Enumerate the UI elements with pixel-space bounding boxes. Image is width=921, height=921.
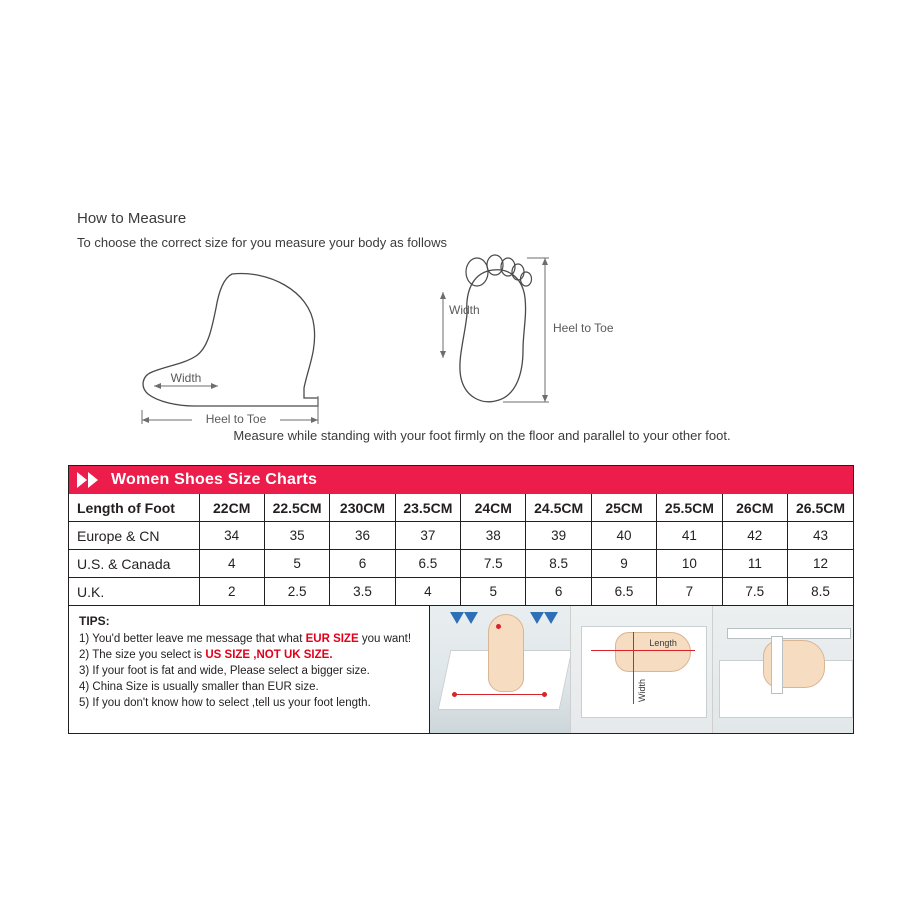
tip-number: 1) [79,633,93,645]
cell: 4 [199,550,264,578]
cell: 3.5 [330,578,395,606]
double-chevron-icon [75,470,105,490]
tip-text: The size you select is [92,649,206,661]
how-to-measure-title: How to Measure [77,210,187,227]
cell: 37 [395,522,460,550]
arrow-icon [530,612,544,624]
cell: 34 [199,522,264,550]
tip-emphasis: EUR SIZE [305,633,359,645]
how-to-measure-footnote: Measure while standing with your foot firmly on the floor and parallel to your other foot. [233,428,731,443]
tips-and-photos [69,605,853,733]
cell: 10 [657,550,722,578]
tape-measure [727,628,851,639]
tip-text: You'd better leave me message that what [92,633,306,645]
tip-number: 4) [79,681,93,693]
measure-point [452,692,457,697]
length-line [591,650,695,651]
tip-number: 5) [79,697,93,709]
table-row [69,578,853,606]
row-header-europe-cn: Europe & CN [69,522,199,550]
cell: 8.5 [811,584,830,599]
cell: 7 [657,578,722,606]
size-chart-header [69,466,853,494]
tips-heading: TIPS: [79,614,110,628]
size-chart-table-container [68,465,854,734]
cell: 5 [264,550,329,578]
foot-diagrams [77,264,847,424]
tip-item [79,631,429,647]
tip-item [79,647,429,663]
row-header-us-canada: U.S. & Canada [69,550,199,578]
tip-text: If your foot is fat and wide, Please select a bigger size. [92,665,370,677]
how-to-measure-subtitle: To choose the correct size for you measure your body as follows [77,235,447,250]
measuring-photos [429,606,853,733]
photo-foot-tape-measure [712,606,853,733]
tip-item [79,679,429,695]
tips-section [69,606,429,733]
tip-emphasis: US SIZE ,NOT UK SIZE. [205,649,333,661]
photo-foot-on-paper-top [430,606,570,733]
cell: 25CM [591,494,656,522]
cell: 41 [657,522,722,550]
cell: 4 [395,578,460,606]
cell: 24.5CM [526,494,591,522]
tip-number: 2) [79,649,93,661]
tip-text: If you don't know how to select ,tell us your foot length. [92,697,371,709]
cell: 12 [788,550,853,578]
width-label: Width [637,678,648,702]
cell: 11 [722,550,787,578]
tip-text: China Size is usually smaller than EUR size. [92,681,319,693]
cell: 26.5CM [788,494,853,522]
size-chart-table [69,494,853,605]
photo-foot-length-width [570,606,711,733]
svg-text:Heel to Toe: Heel to Toe [205,412,267,424]
cell: 8.5 [526,550,591,578]
cell: 230CM [330,494,395,522]
cell: 7.5 [722,578,787,606]
tip-text-post: you want! [358,633,412,645]
measure-line [454,694,544,695]
arrow-icon [544,612,558,624]
width-line [633,632,634,704]
cell: 7.5 [461,550,526,578]
cell: 6.5 [591,578,656,606]
svg-text:Width: Width [449,303,480,317]
cell: 40 [591,522,656,550]
cell: 5 [461,578,526,606]
svg-text:Width: Width [170,371,202,385]
tip-item [79,663,429,679]
table-row [69,522,853,550]
arrow-icon [464,612,478,624]
cell: 6 [526,578,591,606]
cell: 36 [330,522,395,550]
cell: 22CM [199,494,264,522]
cell: 2.5 [264,578,329,606]
side-view-foot-diagram [132,264,392,429]
cell: 24CM [461,494,526,522]
foot-shape [488,614,524,692]
measure-point [496,624,501,629]
table-row [69,494,853,522]
row-header-uk: U.K. [69,578,199,606]
tip-item [79,695,429,711]
table-row [69,550,853,578]
svg-text:Heel to Toe: Heel to Toe [553,321,614,335]
row-header-length-of-foot: Length of Foot [69,494,199,522]
cell: 35 [264,522,329,550]
cell: 26CM [722,494,787,522]
cell: 25.5CM [657,494,722,522]
length-label: Length [649,638,677,648]
cell: 43 [788,522,853,550]
cell: 23.5CM [395,494,460,522]
cell: 6.5 [395,550,460,578]
cell: 38 [461,522,526,550]
cell: 2 [199,578,264,606]
cell: 39 [526,522,591,550]
measure-point [542,692,547,697]
tip-number: 3) [79,665,93,677]
cell: 9 [591,550,656,578]
how-to-measure-section [77,210,847,443]
tape-measure-strip [771,636,783,694]
arrow-icon [450,612,464,624]
cell: 22.5CM [264,494,329,522]
size-chart-title: Women Shoes Size Charts [111,471,318,488]
cell: 6 [330,550,395,578]
cell: 42 [722,522,787,550]
top-view-foot-diagram [407,254,687,429]
